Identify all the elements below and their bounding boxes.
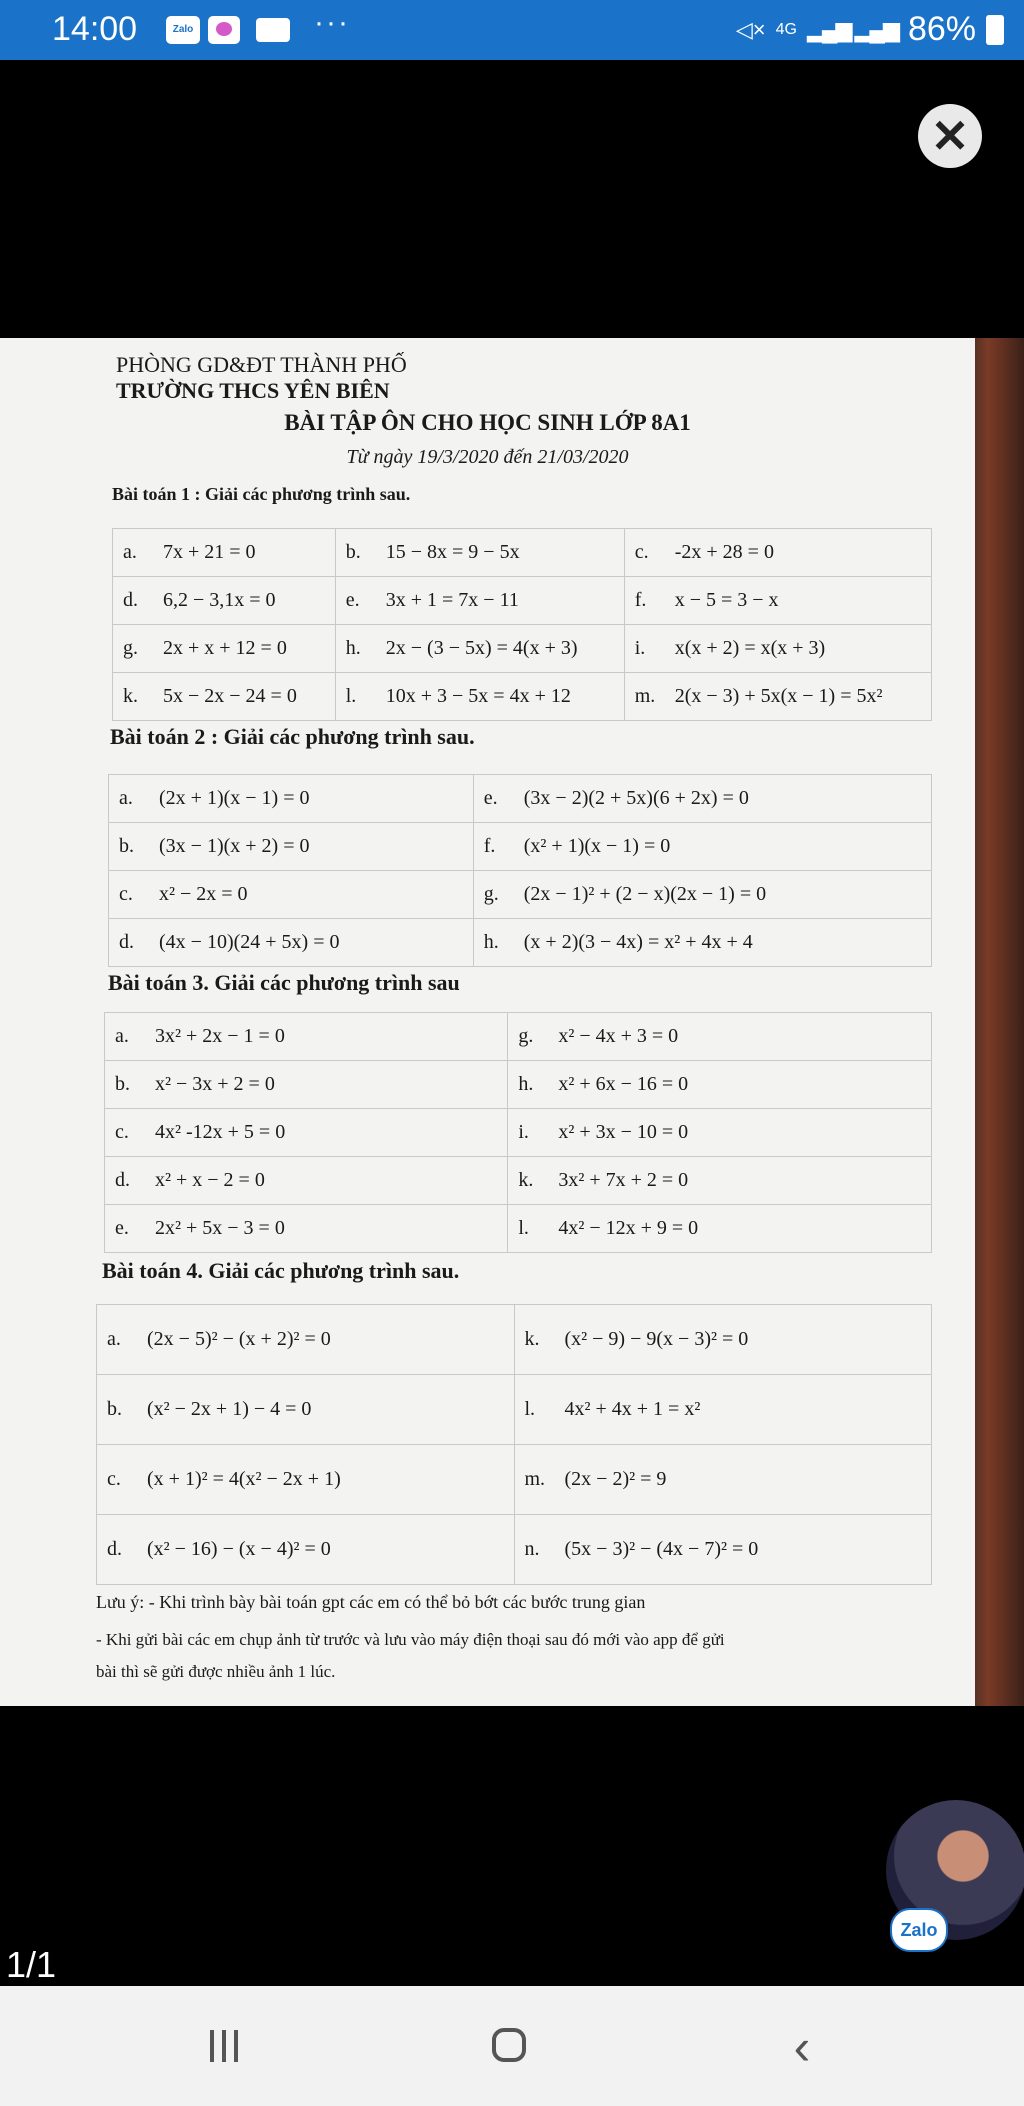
exercise-cell [109,775,474,823]
exercise-label: a. [115,1025,129,1047]
table-row [97,1305,932,1375]
equation: (2x − 5)² − (x + 2)² = 0 [147,1328,331,1350]
signal-icon: ▂▄▆ ▂▄▆ [806,16,898,42]
doc-title: BÀI TẬP ÔN CHO HỌC SINH LỚP 8A1 [284,410,691,435]
exercise-label: b. [107,1398,122,1420]
exercise-cell [109,871,474,919]
table-row [109,823,932,871]
exercise-label: e. [345,589,360,611]
equation: x² + 6x − 16 = 0 [558,1073,689,1095]
exercise-cell [97,1445,515,1515]
recents-button[interactable] [170,2022,250,2072]
exercise-label: g. [518,1025,534,1047]
table-row [97,1375,932,1445]
doc-header-school: TRƯỜNG THCS YÊN BIÊN [116,378,390,403]
equation: (4x − 10)(24 + 5x) = 0 [159,931,340,953]
status-right [736,10,1004,49]
equation: x² − 3x + 2 = 0 [155,1073,275,1095]
table-row [97,1445,932,1515]
table-row [105,1013,932,1061]
exercise-label: n. [524,1538,540,1560]
exercise-cell [109,823,474,871]
exercise-cell [109,919,474,967]
exercise-cell [335,577,624,625]
equation: (2x − 2)² = 9 [564,1468,667,1490]
navigation-bar [0,1986,1024,2106]
exercise-cell [624,529,931,577]
problem4-heading: Bài toán 4. Giải các phương trình sau. [102,1258,460,1283]
exercise-label: h. [518,1073,534,1095]
exercise-label: b. [115,1073,130,1095]
home-icon [492,2028,526,2062]
exercise-cell [508,1157,932,1205]
equation: x² + x − 2 = 0 [155,1169,265,1191]
doc-subtitle: Từ ngày 19/3/2020 đến 21/03/2020 [346,446,629,468]
exercise-cell [514,1445,932,1515]
table-row [109,775,932,823]
worksheet-paper [0,338,975,1706]
exercise-cell [335,529,624,577]
exercise-label: e. [115,1217,129,1239]
equation: (3x − 2)(2 + 5x)(6 + 2x) = 0 [523,787,749,809]
exercise-label: a. [119,787,133,809]
exercise-label: l. [345,685,357,707]
exercise-label: k. [123,685,138,707]
equation: 3x² + 2x − 1 = 0 [155,1025,285,1047]
back-icon: ‹ [793,2019,811,2075]
equation: (3x − 1)(x + 2) = 0 [159,835,310,857]
zalo-notification-icon: Zalo [166,16,200,44]
exercise-label: b. [119,835,134,857]
exercise-cell [105,1205,508,1253]
network-type: 4G [775,20,797,38]
equation: (2x + 1)(x − 1) = 0 [159,787,310,809]
equation: 4x² − 12x + 9 = 0 [558,1217,699,1239]
doc-header-department: PHÒNG GD&ĐT THÀNH PHỐ [116,352,407,377]
table-row [113,625,932,673]
photo-view[interactable] [0,338,1024,1706]
table-row [113,529,932,577]
exercise-label: a. [107,1328,121,1350]
exercise-label: g. [123,637,138,659]
exercise-cell [97,1375,515,1445]
exercise-label: d. [115,1169,130,1191]
table-row [113,673,932,721]
exercise-label: m. [634,685,656,707]
exercise-cell [105,1013,508,1061]
equation: (x + 1)² = 4(x² − 2x + 1) [147,1468,341,1490]
exercise-label: l. [518,1217,529,1239]
exercise-cell [335,625,624,673]
exercise-cell [105,1157,508,1205]
exercise-cell [97,1515,515,1585]
equation: x² + 3x − 10 = 0 [558,1121,689,1143]
page-indicator: 1/1 [6,1944,57,1985]
equation: 7x + 21 = 0 [163,541,256,563]
exercise-cell [514,1305,932,1375]
exercise-label: h. [345,637,361,659]
equation: 6,2 − 3,1x = 0 [163,589,276,611]
exercise-label: i. [518,1121,529,1143]
exercise-cell [508,1013,932,1061]
equation: 5x − 2x − 24 = 0 [163,685,297,707]
recents-icon-bar [222,2030,226,2062]
exercise-cell [508,1205,932,1253]
equation: 3x + 1 = 7x − 11 [385,589,519,611]
problem3-table [104,1012,932,1253]
home-button[interactable] [472,2022,552,2072]
equation: x(x + 2) = x(x + 3) [674,637,826,659]
table-row [113,577,932,625]
equation: (x² − 2x + 1) − 4 = 0 [147,1398,312,1420]
table-row [105,1109,932,1157]
chat-notification-icon [256,18,290,42]
exercise-label: l. [524,1398,536,1420]
exercise-cell [473,823,931,871]
exercise-cell [508,1061,932,1109]
equation: x − 5 = 3 − x [674,589,779,611]
equation: x² − 2x = 0 [159,883,248,905]
exercise-cell [113,577,336,625]
exercise-label: f. [483,835,496,857]
table-row [109,919,932,967]
exercise-cell [113,529,336,577]
exercise-label: e. [483,787,498,809]
equation: x² − 4x + 3 = 0 [558,1025,679,1047]
equation: 3x² + 7x + 2 = 0 [558,1169,689,1191]
exercise-cell [113,673,336,721]
close-viewer-button[interactable]: ✕ [918,104,982,168]
exercise-label: c. [634,541,649,563]
exercise-label: m. [524,1468,546,1490]
recents-icon-bar [234,2030,238,2062]
equation: 10x + 3 − 5x = 4x + 12 [385,685,571,707]
recents-icon [210,2030,214,2062]
table-row [105,1061,932,1109]
equation: (x + 2)(3 − 4x) = x² + 4x + 4 [523,931,753,953]
mute-icon: ◁× [735,16,766,42]
exercise-label: k. [518,1169,534,1191]
messenger-notification-icon [208,16,240,44]
more-notifications-icon: ··· [314,6,350,39]
equation: -2x + 28 = 0 [674,541,774,563]
table-row [109,871,932,919]
exercise-cell [473,871,931,919]
equation: (x² − 9) − 9(x − 3)² = 0 [564,1328,749,1350]
exercise-cell [105,1061,508,1109]
equation: 2x − (3 − 5x) = 4(x + 3) [385,637,578,659]
exercise-cell [514,1515,932,1585]
exercise-cell [624,625,931,673]
exercise-cell [473,919,931,967]
problem2-table [108,774,932,967]
exercise-label: i. [634,637,646,659]
exercise-cell [624,673,931,721]
equation: (x² + 1)(x − 1) = 0 [523,835,671,857]
exercise-cell [514,1375,932,1445]
exercise-cell [624,577,931,625]
status-time: 14:00 [52,10,138,48]
exercise-cell [113,625,336,673]
back-button[interactable] [762,2019,842,2075]
equation: 2x² + 5x − 3 = 0 [155,1217,285,1239]
table-row [97,1515,932,1585]
equation: 2x + x + 12 = 0 [163,637,287,659]
table-row [105,1205,932,1253]
status-bar [0,0,1024,60]
exercise-label: k. [524,1328,540,1350]
problem2-heading: Bài toán 2 : Giải các phương trình sau. [110,724,475,749]
equation: 4x² -12x + 5 = 0 [155,1121,286,1143]
exercise-cell [105,1109,508,1157]
exercise-cell [97,1305,515,1375]
exercise-label: g. [483,883,499,905]
problem4-table [96,1304,932,1585]
exercise-label: c. [115,1121,129,1143]
exercise-label: c. [107,1468,121,1490]
exercise-label: a. [123,541,137,563]
exercise-label: b. [345,541,361,563]
exercise-cell [473,775,931,823]
problem3-heading: Bài toán 3. Giải các phương trình sau [108,970,460,995]
battery-percent: 86% [907,10,976,48]
equation: (x² − 16) − (x − 4)² = 0 [147,1538,331,1560]
zalo-badge: Zalo [890,1908,948,1952]
problem1-table [112,528,932,721]
note-line-2: - Khi gửi bài các em chụp ảnh từ trước và lưu vào máy điện thoại sau đó mới vào app để gửi [96,1630,725,1649]
exercise-label: h. [483,931,499,953]
exercise-label: d. [107,1538,122,1560]
equation: 4x² + 4x + 1 = x² [564,1398,701,1420]
battery-icon [986,15,1004,45]
exercise-cell [335,673,624,721]
equation: (5x − 3)² − (4x − 7)² = 0 [564,1538,759,1560]
exercise-label: d. [123,589,138,611]
exercise-label: f. [634,589,647,611]
note-line-1: Lưu ý: - Khi trình bày bài toán gpt các em có thể bỏ bớt các bước trung gian [96,1592,646,1612]
exercise-label: c. [119,883,133,905]
exercise-cell [508,1109,932,1157]
equation: 15 − 8x = 9 − 5x [385,541,520,563]
problem1-heading: Bài toán 1 : Giải các phương trình sau. [112,484,411,504]
table-row [105,1157,932,1205]
equation: 2(x − 3) + 5x(x − 1) = 5x² [674,685,883,707]
exercise-label: d. [119,931,134,953]
note-line-3: bài thì sẽ gửi được nhiều ảnh 1 lúc. [96,1662,336,1681]
equation: (2x − 1)² + (2 − x)(2x − 1) = 0 [523,883,767,905]
